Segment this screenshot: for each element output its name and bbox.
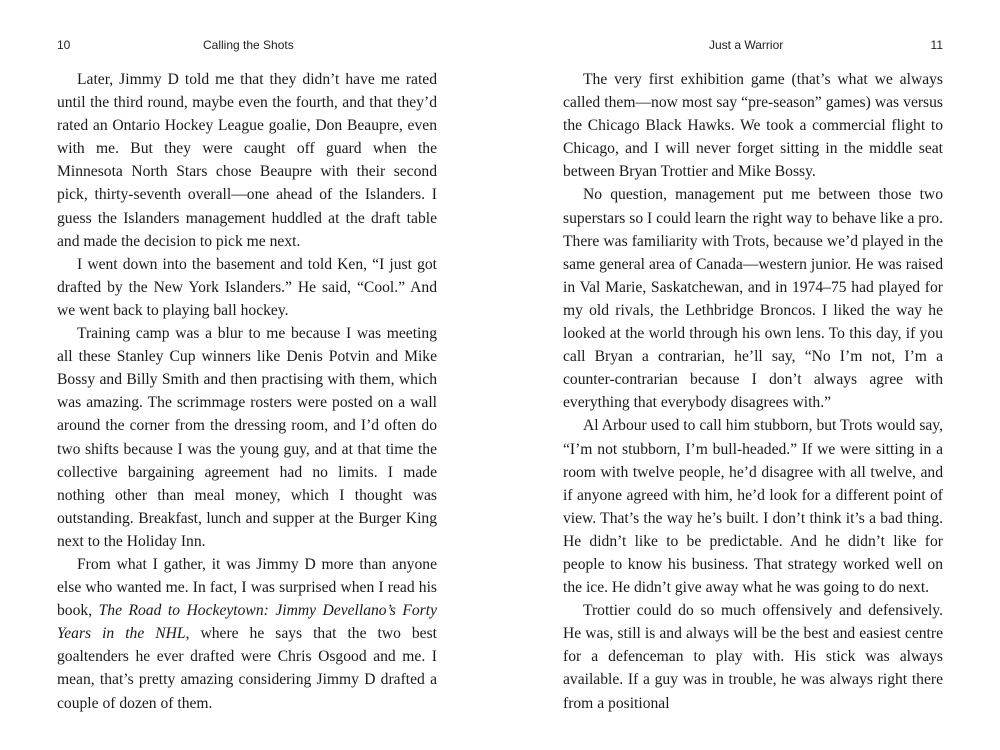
right-page-body [563,68,943,715]
paragraph: Later, Jimmy D told me that they didn’t have me rated until the third round, maybe even the fourth, and that they’d rated an Ontario Hockey League goalie, Don Beaupre, even with me. But they were caught off guard when the Minnesota North Stars chose Beaupre with their second pick, thirty-seventh overall—one ahead of the Islanders. I guess the Islanders management huddled at the draft table and made the decision to pick me next. [57,71,437,250]
left-page [57,0,437,750]
left-page-header [57,38,437,54]
paragraph [57,553,437,715]
paragraph-text: From what I gather, it was Jimmy D more than anyone else who wanted me. In fact, I was surprised when I read his book, [57,555,437,620]
running-head: Calling the Shots [203,38,294,52]
paragraph: Al Arbour used to call him stubborn, but Trots would say, “I’m not stubborn, I’m bull-headed.” If we were sitting in a room with twelve people, he’d disagree with all twelve, and if anyone agreed with him, he’d look for a different point of view. That’s the way he’s built. I don’t think it’s a bad thing. He didn’t like to be predictable. And he didn’t like for people to know his business. That strategy worked well on the ice. He didn’t give away what he was going to do next. [563,417,943,597]
running-head: Just a Warrior [709,38,784,52]
paragraph: Trottier could do so much offensively and defensively. He was, still is and always will be the best and easiest centre for a defenceman to play with. His stick was always available. If a guy was in trouble, he was always right there from a positional [563,602,943,712]
paragraph: The very first exhibition game (that’s what we always called them—now most say “pre-season” games) was versus the Chicago Black Hawks. We took a commercial flight to Chicago, and I will never forget sitting in the middle seat between Bryan Trottier and Mike Bossy. [563,71,943,181]
paragraph: Training camp was a blur to me because I was meeting all these Stanley Cup winners like Denis Potvin and Mike Bossy and Billy Smith and then practising with them, which was amazing. The scrimmage rosters were posted on a wall around the corner from the dressing room, and I’d often do two shifts because I was the young guy, and at that time the collective bargaining agreement had no limits. I made nothing other than meal money, which I thought was outstanding. Breakfast, lunch and supper at the Burger King next to the Holiday Inn. [57,325,437,550]
page-number: 11 [930,38,943,52]
page-number: 10 [57,38,71,52]
paragraph-text: , where he says that the two best goaltenders he ever drafted were Chris Osgood and me. I mean, that’s pretty amazing considering Jimmy D drafted a couple of dozen of them. [57,625,437,712]
left-page-body [57,68,437,715]
right-page [563,0,943,750]
right-page-header [563,38,943,54]
paragraph: No question, management put me between those two superstars so I could learn the right way to behave like a pro. There was familiarity with Trots, because we’d played in the same general area of Canada—western junior. He was raised in Val Marie, Saskatchewan, and in 1974–75 had played for my old rivals, the Lethbridge Broncos. I liked the way he looked at the world through his own lens. To this day, if you call Bryan a contrarian, he’ll say, “No I’m not, I’m a counter-contrarian because I don’t always agree with everything that everybody disagrees with.” [563,186,943,412]
book-title: The Road to Hockeytown: Jimmy Devellano’s Forty Years in the NHL [57,602,437,643]
paragraph: I went down into the basement and told Ken, “I just got drafted by the New York Islanders.” He said, “Cool.” And we went back to playing ball hockey. [57,255,437,319]
